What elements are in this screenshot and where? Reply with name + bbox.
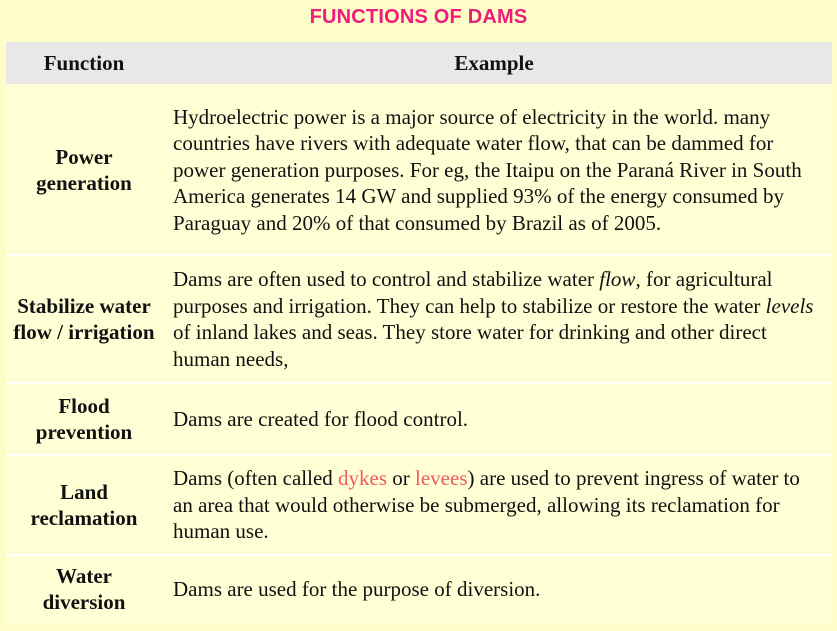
page-title: FUNCTIONS OF DAMS <box>309 6 528 28</box>
table-row <box>6 384 832 456</box>
example-cell: Dams are created for flood control. <box>173 406 469 431</box>
dykes-link[interactable]: dykes <box>338 466 388 491</box>
header-example: Example <box>454 51 534 75</box>
example-cell <box>173 456 821 554</box>
example-emphasis: levels <box>765 293 814 318</box>
table-row <box>6 456 832 556</box>
example-cell: Hydroelectric power is a major source of electricity in the world. many countries have rivers with adequate water flow, that can be dammed for power generation purposes. For eg, the Itaipu on the Paraná River in South America generates 14 GW and supplied 93% of the energy consumed by Paraguay and 20% of that consumed by Brazil as of 2005. <box>173 104 802 235</box>
table-row <box>6 556 832 622</box>
table-row <box>6 86 832 256</box>
example-text: of inland lakes and seas. They store water for drinking and other direct human needs, <box>173 320 767 371</box>
example-text: ) are used to prevent ingress of water to an area that would otherwise be submerged, allowing its reclamation for human use. <box>173 466 800 544</box>
example-text: Dams (often called <box>173 466 339 491</box>
levees-link[interactable]: levees <box>415 466 468 491</box>
table-row <box>6 256 832 384</box>
function-cell: Power generation <box>36 145 132 195</box>
example-text: Dams are often used to control and stabilize water <box>173 267 600 291</box>
example-text: , for agricultural purposes and irrigation. They can help to stabilize or restore the water <box>173 267 773 318</box>
example-cell: Dams are used for the purpose of diversion. <box>173 576 541 601</box>
header-function: Function <box>43 51 125 75</box>
functions-table <box>6 42 832 624</box>
table-header <box>6 42 832 84</box>
example-emphasis: flow <box>599 267 636 291</box>
example-cell <box>173 256 821 382</box>
function-cell: Land reclamation <box>30 480 138 530</box>
function-cell: Water diversion <box>42 564 126 614</box>
example-text: or <box>387 466 416 491</box>
function-cell: Flood prevention <box>35 394 133 444</box>
function-cell: Stabilize water flow / irrigation <box>13 294 155 344</box>
